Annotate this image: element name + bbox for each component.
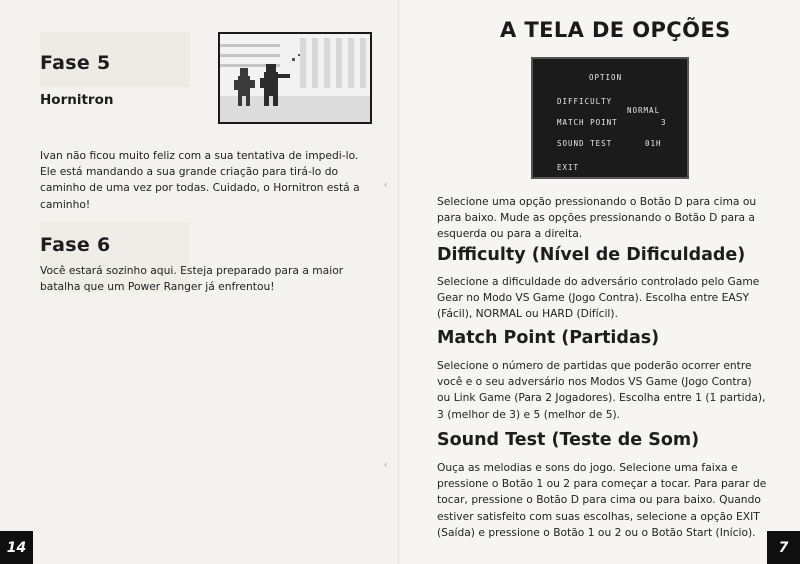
options-intro-text: Selecione uma opção pressionando o Botão D para cima ou para baixo. Mude as opções pressionando o Botão D para a esquerda ou para a direita.	[437, 195, 757, 241]
fase5-title: Fase 5	[40, 52, 111, 74]
game-screenshot-image	[220, 34, 370, 122]
options-screen-title: A TELA DE OPÇÕES	[500, 18, 731, 42]
match-point-option-value: 3	[661, 118, 667, 127]
difficulty-title: Difficulty (Nível de Dificuldade)	[437, 245, 746, 265]
difficulty-option-value: NORMAL	[627, 106, 661, 115]
sound-test-option-value: 01H	[645, 139, 662, 148]
options-header: OPTION	[589, 73, 623, 82]
sound-test-text: Ouça as melodias e sons do jogo. Selecione uma faixa e pressione o Botão 1 ou 2 para começar a tocar. Para parar de tocar, pressione o Botão D para cima ou para baixo. Quando estiver satisfeito com suas escolhas, selecione a opção EXIT (Saída) e pressione o Botão 1 ou 2 ou o Botão Start (Início).	[437, 461, 767, 539]
options-screen-screenshot	[531, 57, 689, 179]
margin-mark-icon: ‹	[384, 180, 388, 189]
fase5-text: Ivan não ficou muito feliz com a sua tentativa de impedi-lo. Ele está mandando a sua grande criação para tirá-lo do caminho de uma vez por todas. Cuidado, o Hornitron está a caminho!	[40, 149, 360, 211]
match-point-option-label: MATCH POINT	[557, 118, 618, 127]
difficulty-text: Selecione a dificuldade do adversário controlado pelo Game Gear no Modo VS Game (Jogo Contra). Escolha entre EASY (Fácil), NORMAL ou HARD (Difícil).	[437, 275, 760, 321]
match-point-title: Match Point (Partidas)	[437, 328, 660, 348]
fase6-text: Você estará sozinho aqui. Esteja preparado para a maior batalha que um Power Ranger já enfrentou!	[40, 264, 344, 294]
fase5-game-screenshot	[218, 32, 372, 124]
sound-test-title: Sound Test (Teste de Som)	[437, 430, 700, 450]
fase6-title: Fase 6	[40, 234, 111, 256]
difficulty-option-label: DIFFICULTY	[557, 97, 613, 106]
margin-mark-icon: ‹	[384, 460, 388, 469]
exit-option-label: EXIT	[557, 163, 580, 172]
sound-test-option-label: SOUND TEST	[557, 139, 613, 148]
fase5-subtitle: Hornitron	[40, 92, 114, 108]
match-point-text: Selecione o número de partidas que poderão ocorrer entre você e o seu adversário nos Modos VS Game (Jogo Contra) ou Link Game (Para 2 Jogadores). Escolha entre 1 (1 partida), 3 (melhor de 3) e 5 (melhor de 5).	[437, 359, 766, 421]
page-number-left: 14	[0, 531, 33, 564]
page-number-right: 7	[767, 531, 800, 564]
